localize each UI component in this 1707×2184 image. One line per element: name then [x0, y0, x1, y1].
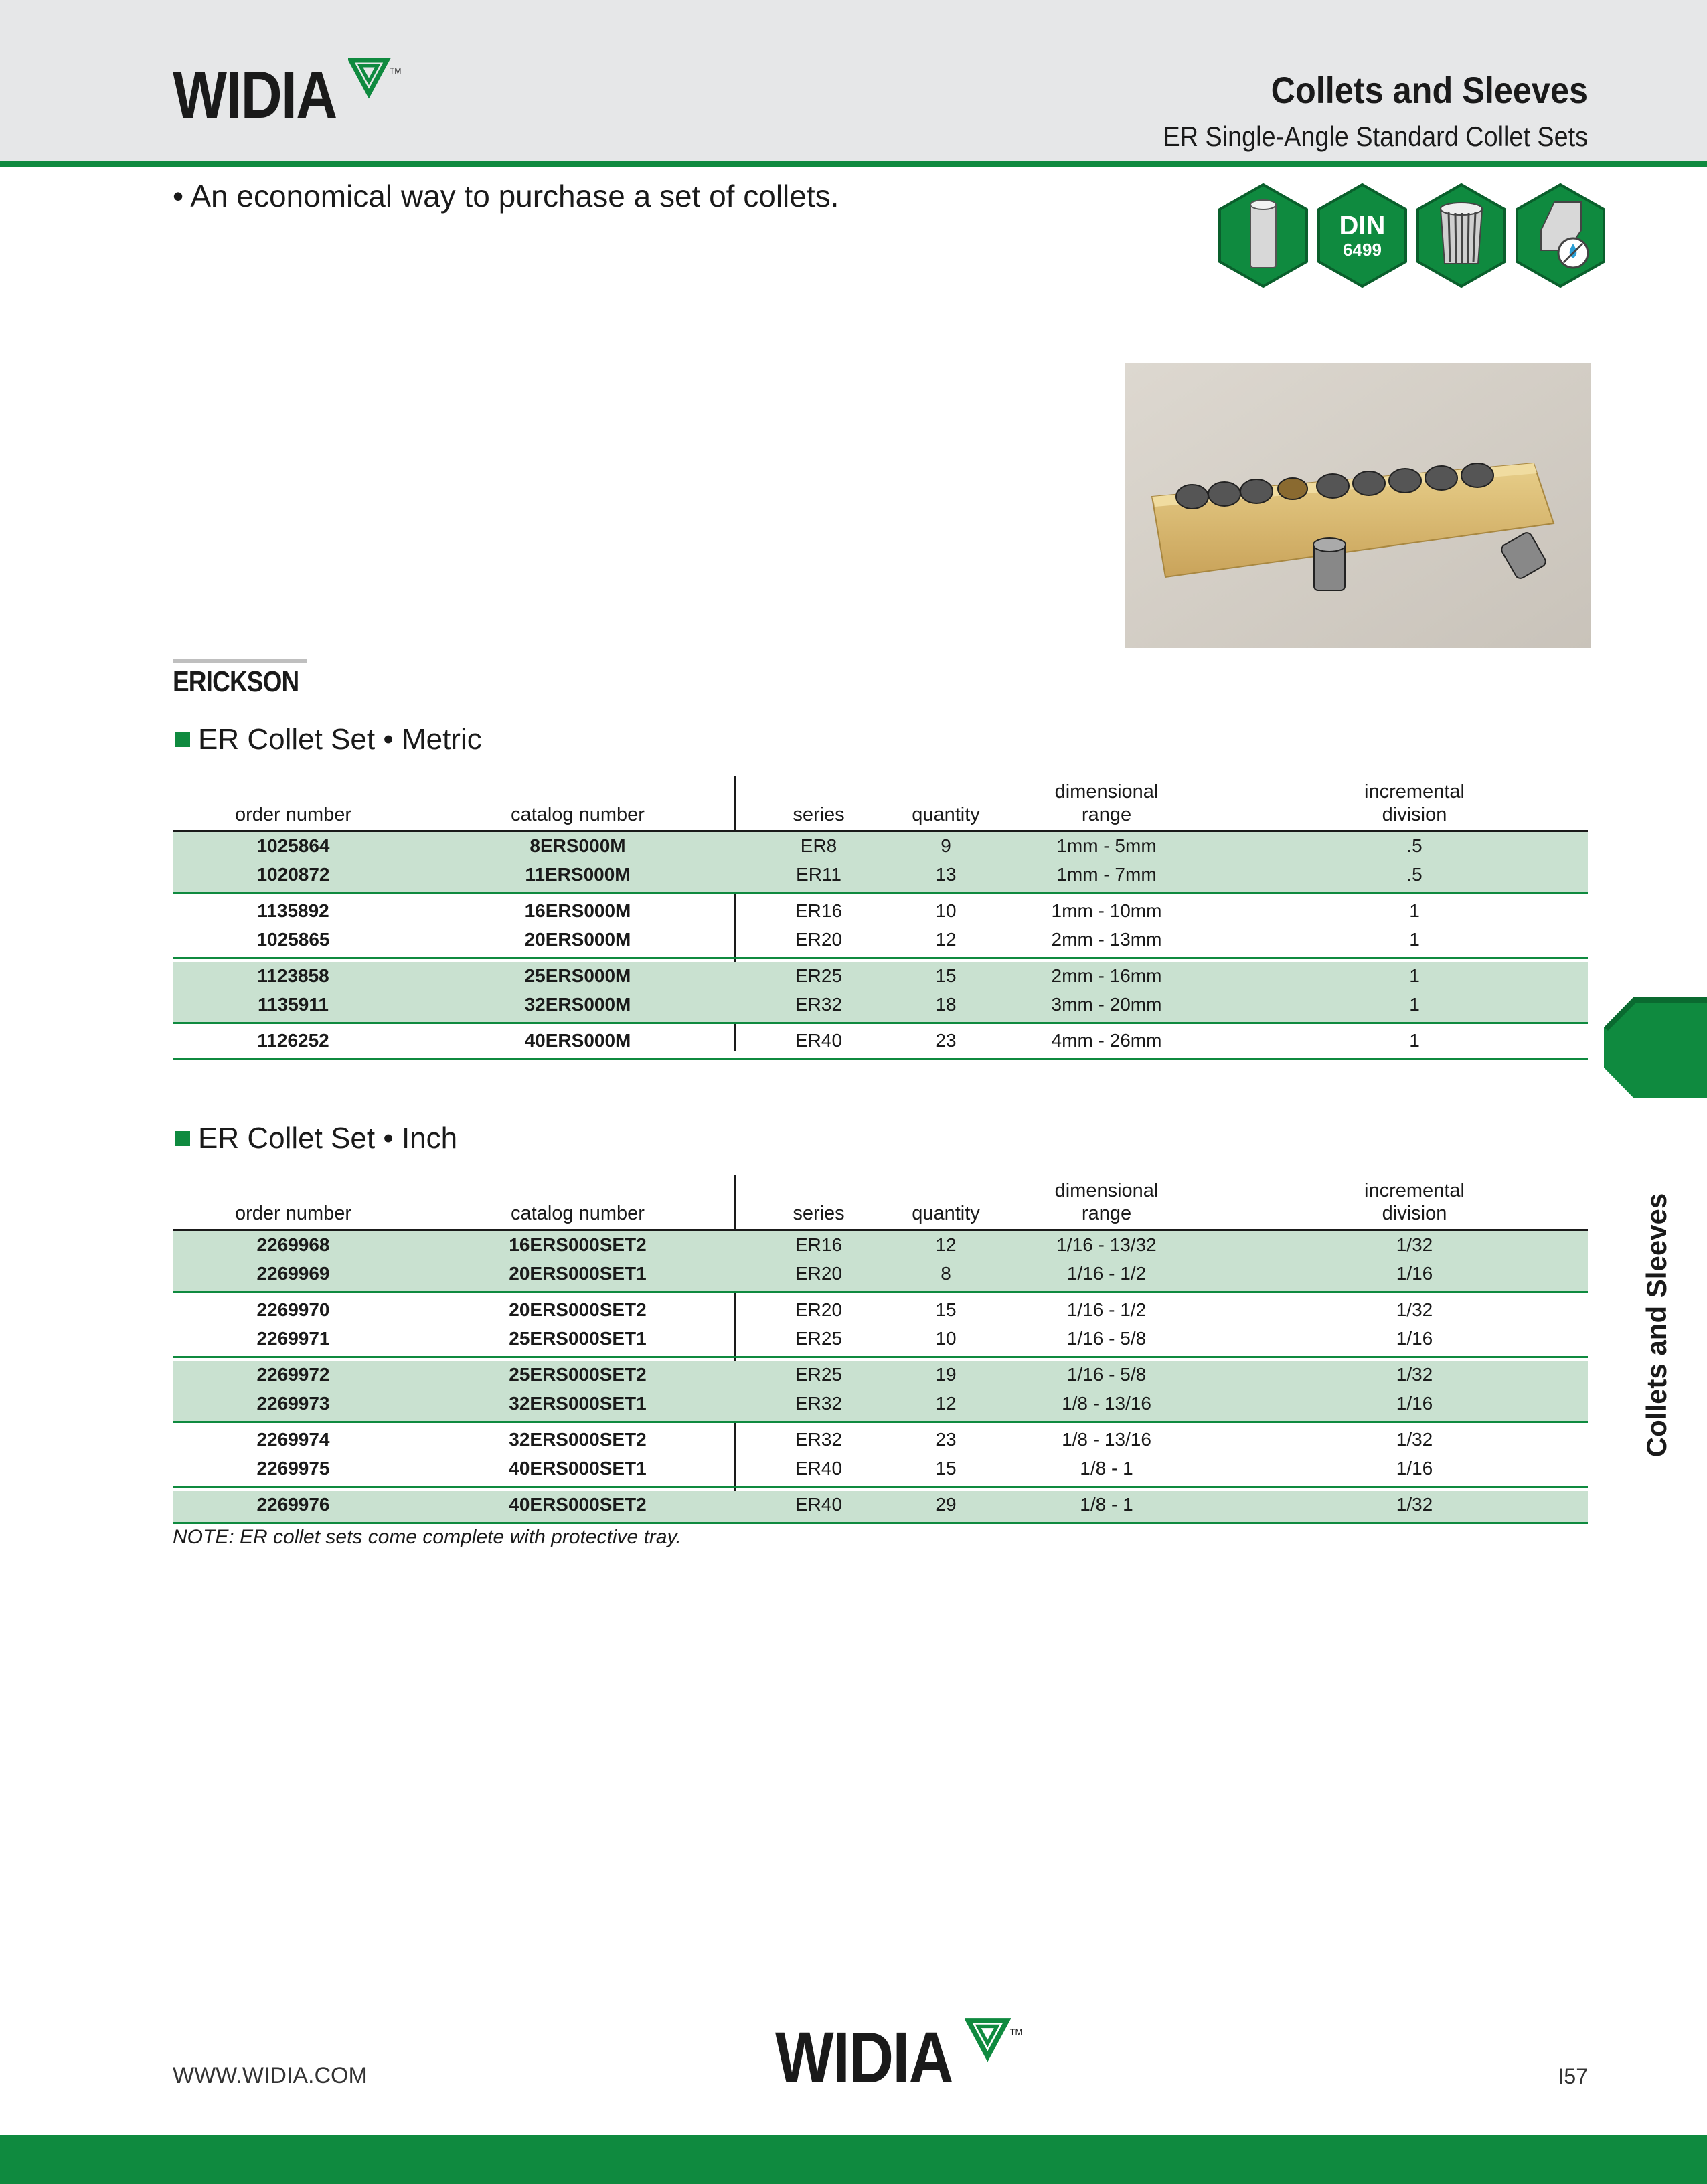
page-title: Collets and Sleeves [1271, 69, 1588, 111]
section-bullet-icon [175, 1131, 190, 1146]
division-cell: 1 [1409, 965, 1420, 986]
group-rule [173, 892, 1588, 894]
group-rule [173, 1522, 1588, 1524]
group-rule [173, 1022, 1588, 1024]
group-rule [173, 1058, 1588, 1060]
series-cell: ER20 [795, 929, 843, 950]
order-number-cell: 2269973 [256, 1393, 330, 1414]
group-rule [173, 957, 1588, 959]
catalog-number-cell: 40ERS000SET2 [509, 1494, 647, 1515]
catalog-number-cell: 11ERS000M [525, 864, 631, 885]
metric-title-text: ER Collet Set • Metric [198, 723, 482, 756]
erickson-logo [173, 659, 310, 700]
series-cell: ER25 [795, 1364, 843, 1385]
din-number: 6499 [1343, 240, 1382, 260]
series-cell: ER16 [795, 1234, 843, 1255]
range-cell: 1/8 - 13/16 [1062, 1393, 1151, 1414]
catalog-number-cell: 20ERS000SET1 [509, 1263, 647, 1284]
col-header-order: order number [234, 1203, 352, 1224]
table-divider [734, 1175, 736, 1510]
division-cell: .5 [1406, 835, 1422, 856]
quantity-cell: 23 [935, 1429, 957, 1450]
col-header-series: series [793, 1203, 845, 1224]
range-cell: 4mm - 26mm [1051, 1030, 1162, 1051]
range-cell: 1/16 - 13/32 [1056, 1234, 1157, 1255]
col-header-catalog: catalog number [511, 804, 645, 825]
series-cell: ER32 [795, 1429, 843, 1450]
catalog-number-cell: 40ERS000SET1 [509, 1458, 647, 1479]
series-cell: ER40 [795, 1494, 843, 1515]
quantity-cell: 12 [935, 1393, 957, 1414]
division-cell: 1/32 [1396, 1234, 1433, 1255]
series-cell: ER32 [795, 1393, 843, 1414]
footer-widia-logo [775, 2017, 1023, 2098]
order-number-cell: 2269972 [256, 1364, 330, 1385]
division-cell: 1 [1409, 1030, 1420, 1051]
order-number-cell: 2269971 [256, 1328, 330, 1349]
col-header-range-line2: range [1081, 804, 1132, 825]
range-cell: 1mm - 10mm [1051, 900, 1162, 921]
series-cell: ER25 [795, 1328, 843, 1349]
series-cell: ER20 [795, 1299, 843, 1320]
quantity-cell: 10 [935, 900, 957, 921]
inch-table [173, 1175, 1588, 1515]
range-cell: 1/8 - 1 [1080, 1458, 1133, 1479]
series-cell: ER8 [800, 835, 837, 856]
catalog-number-cell: 8ERS000M [530, 835, 626, 856]
range-cell: 1/8 - 1 [1080, 1494, 1133, 1515]
col-header-quantity: quantity [912, 1203, 980, 1224]
series-cell: ER11 [796, 864, 841, 885]
division-cell: 1/16 [1396, 1393, 1433, 1414]
page-number: I57 [1558, 2064, 1588, 2088]
range-cell: 1mm - 7mm [1056, 864, 1157, 885]
footer-logo-text: WIDIA [775, 2017, 953, 2098]
din-standard-icon [1316, 183, 1408, 288]
quantity-cell: 8 [941, 1263, 951, 1284]
quantity-cell: 10 [935, 1328, 957, 1349]
division-cell: 1/32 [1396, 1494, 1433, 1515]
col-header-division-line2: division [1382, 1203, 1447, 1224]
range-cell: 1mm - 5mm [1056, 835, 1157, 856]
quantity-cell: 12 [935, 929, 957, 950]
col-header-series: series [793, 804, 845, 825]
col-header-order: order number [234, 804, 352, 825]
footer-url: WWW.WIDIA.COM [173, 2063, 368, 2088]
series-cell: ER32 [795, 994, 843, 1015]
col-header-quantity: quantity [912, 804, 980, 825]
division-cell: 1/16 [1396, 1458, 1433, 1479]
series-cell: ER40 [795, 1458, 843, 1479]
order-number-cell: 2269969 [256, 1263, 330, 1284]
col-header-range-line1: dimensional [1054, 1180, 1159, 1201]
quantity-cell: 15 [935, 1458, 957, 1479]
catalog-number-cell: 16ERS000M [524, 900, 631, 921]
quantity-cell: 15 [935, 965, 957, 986]
order-number-cell: 1025865 [256, 929, 330, 950]
order-number-cell: 2269975 [256, 1458, 330, 1479]
order-number-cell: 1135892 [257, 900, 329, 921]
group-rule [173, 1486, 1588, 1488]
quantity-cell: 23 [935, 1030, 957, 1051]
division-cell: 1/16 [1396, 1263, 1433, 1284]
range-cell: 1/16 - 5/8 [1066, 1328, 1147, 1349]
order-number-cell: 1020872 [256, 864, 330, 885]
catalog-number-cell: 25ERS000SET1 [509, 1328, 647, 1349]
catalog-number-cell: 40ERS000M [524, 1030, 631, 1051]
division-cell: 1 [1409, 929, 1420, 950]
range-cell: 2mm - 16mm [1051, 965, 1162, 986]
range-cell: 1/16 - 1/2 [1066, 1263, 1147, 1284]
widia-triangle-icon [965, 2016, 1023, 2067]
catalog-number-cell: 20ERS000SET2 [509, 1299, 647, 1320]
series-cell: ER20 [795, 1263, 843, 1284]
order-number-cell: 2269974 [256, 1429, 330, 1450]
col-header-division-line1: incremental [1364, 781, 1465, 803]
division-cell: 1 [1409, 900, 1420, 921]
catalog-number-cell: 16ERS000SET2 [509, 1234, 647, 1255]
no-coolant-icon [1514, 183, 1607, 288]
quantity-cell: 12 [935, 1234, 957, 1255]
page-subtitle: ER Single-Angle Standard Collet Sets [1163, 120, 1588, 152]
order-number-cell: 1123858 [257, 965, 329, 986]
catalog-number-cell: 32ERS000M [524, 994, 631, 1015]
division-cell: .5 [1406, 864, 1422, 885]
range-cell: 3mm - 20mm [1051, 994, 1162, 1015]
order-number-cell: 1025864 [256, 835, 330, 856]
table-note: NOTE: ER collet sets come complete with protective tray. [173, 1526, 681, 1548]
metric-section-title [175, 723, 482, 756]
footer-bar [0, 2135, 1707, 2184]
intro-bullet: • An economical way to purchase a set of collets. [173, 179, 839, 214]
feature-badges [1217, 183, 1592, 290]
col-header-division-line2: division [1382, 804, 1447, 825]
group-rule [173, 1291, 1588, 1293]
series-cell: ER16 [795, 900, 843, 921]
order-number-cell: 1135911 [258, 994, 329, 1015]
order-number-cell: 1126252 [257, 1030, 329, 1051]
metric-table [173, 776, 1588, 1051]
division-cell: 1 [1409, 994, 1420, 1015]
col-header-range-line1: dimensional [1054, 781, 1159, 803]
collet-icon [1415, 183, 1508, 288]
division-cell: 1/32 [1396, 1364, 1433, 1385]
catalog-number-cell: 25ERS000M [524, 965, 631, 986]
division-cell: 1/16 [1396, 1328, 1433, 1349]
side-section-label: Collets and Sleeves [1641, 1193, 1672, 1458]
col-header-range-line2: range [1081, 1203, 1132, 1224]
division-cell: 1/32 [1396, 1299, 1433, 1320]
quantity-cell: 15 [935, 1299, 957, 1320]
range-cell: 1/16 - 1/2 [1066, 1299, 1147, 1320]
erickson-logo-bar [173, 659, 307, 663]
quantity-cell: 9 [941, 835, 951, 856]
cylindrical-shank-icon [1217, 183, 1309, 288]
group-rule [173, 1356, 1588, 1358]
order-number-cell: 2269976 [256, 1494, 330, 1515]
series-cell: ER25 [795, 965, 843, 986]
widia-logo-text: WIDIA [173, 58, 337, 133]
collet-set-photo [1125, 363, 1591, 648]
din-label: DIN [1339, 211, 1386, 240]
widia-triangle-icon [348, 56, 402, 103]
erickson-logo-text: ERICKSON [173, 665, 299, 698]
inch-section-title [175, 1122, 457, 1155]
widia-logo [173, 58, 402, 133]
division-cell: 1/32 [1396, 1429, 1433, 1450]
svg-text:TM: TM [390, 66, 402, 76]
quantity-cell: 13 [935, 864, 957, 885]
quantity-cell: 18 [935, 994, 957, 1015]
section-tab [1604, 997, 1707, 1098]
quantity-cell: 29 [935, 1494, 957, 1515]
group-rule [173, 1421, 1588, 1423]
catalog-number-cell: 20ERS000M [524, 929, 631, 950]
catalog-number-cell: 32ERS000SET1 [509, 1393, 647, 1414]
catalog-number-cell: 25ERS000SET2 [509, 1364, 647, 1385]
range-cell: 2mm - 13mm [1051, 929, 1162, 950]
series-cell: ER40 [795, 1030, 843, 1051]
header-rule [0, 161, 1707, 167]
order-number-cell: 2269968 [256, 1234, 330, 1255]
col-header-catalog: catalog number [511, 1203, 645, 1224]
catalog-number-cell: 32ERS000SET2 [509, 1429, 647, 1450]
col-header-division-line1: incremental [1364, 1180, 1465, 1201]
inch-title-text: ER Collet Set • Inch [198, 1122, 458, 1155]
section-bullet-icon [175, 732, 190, 747]
svg-text:TM: TM [1009, 2027, 1023, 2037]
order-number-cell: 2269970 [256, 1299, 330, 1320]
quantity-cell: 19 [935, 1364, 957, 1385]
range-cell: 1/16 - 5/8 [1066, 1364, 1147, 1385]
range-cell: 1/8 - 13/16 [1062, 1429, 1151, 1450]
